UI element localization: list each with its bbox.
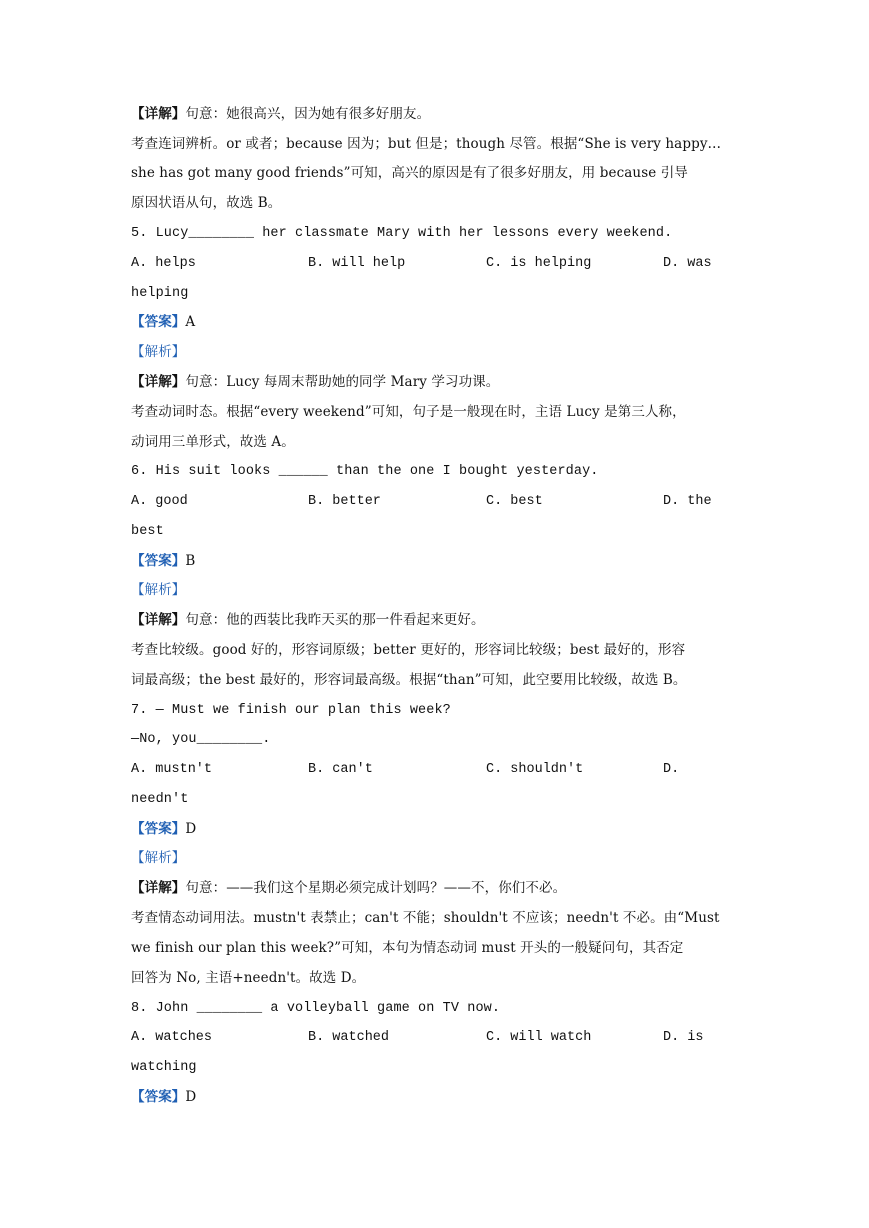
answer-value: B: [185, 553, 196, 569]
q7-answer: [131, 819, 196, 839]
detail-tag: 【详解】: [131, 106, 186, 122]
answer-tag: 【答案】: [131, 553, 186, 569]
q7-analysis-line-1: 考查情态动词用法。mustn't 表禁止；can't 不能；shouldn't 不应该；needn't 不必。由“Must: [131, 910, 720, 926]
q6-option-wrap: best: [131, 524, 164, 539]
q8-option-b: B. watched: [308, 1030, 390, 1045]
q6-explain-tag: 【解析】: [131, 582, 186, 598]
q6-answer: [131, 551, 195, 571]
q5-option-wrap: helping: [131, 286, 189, 301]
q8-stem: 8. John ________ a volleyball game on TV now.: [131, 1001, 501, 1016]
q7-explain-tag: 【解析】: [131, 850, 186, 866]
q5-option-c: C. is helping: [486, 256, 592, 271]
q5-analysis-line-2: 动词用三单形式，故选 A。: [131, 434, 295, 450]
detail-text: 句意：他的西装比我昨天买的那一件看起来更好。: [185, 612, 485, 628]
q5-option-d: D. was: [663, 256, 712, 271]
q8-option-c: C. will watch: [486, 1030, 592, 1045]
q6-analysis-line-1: 考查比较级。good 好的，形容词原级；better 更好的，形容词比较级；best 最好的，形容: [131, 642, 686, 658]
detail-tag: 【详解】: [131, 880, 186, 896]
q6-analysis-line-2: 词最高级；the best 最好的，形容词最高级。根据“than”可知，此空要用比较级，故选 B。: [131, 672, 687, 688]
q6-option-b: B. better: [308, 494, 381, 509]
detail-tag: 【详解】: [131, 612, 186, 628]
answer-tag: 【答案】: [131, 1089, 186, 1105]
q7-option-c: C. shouldn't: [486, 762, 584, 777]
q5-explain-tag: 【解析】: [131, 344, 186, 360]
q6-stem: 6. His suit looks ______ than the one I bought yesterday.: [131, 464, 599, 479]
q6-detail: [131, 610, 485, 630]
q5-option-b: B. will help: [308, 256, 406, 271]
q4-analysis-line-3: 原因状语从句，故选 B。: [131, 195, 282, 211]
q4-detail: [131, 104, 430, 124]
q7-stem: 7. — Must we finish our plan this week?: [131, 703, 451, 718]
q7-option-b: B. can't: [308, 762, 373, 777]
q5-answer: [131, 312, 195, 332]
q6-option-a: A. good: [131, 494, 188, 509]
answer-value: A: [185, 314, 196, 330]
q7-detail: [131, 878, 566, 898]
q5-detail: [131, 372, 499, 392]
answer-tag: 【答案】: [131, 314, 186, 330]
q7-analysis-line-2: we finish our plan this week?”可知，本句为情态动词 must 开头的一般疑问句，其否定: [131, 940, 684, 956]
q7-analysis-line-3: 回答为 No, 主语+needn't。故选 D。: [131, 970, 366, 986]
answer-value: D: [185, 821, 197, 837]
q4-analysis-line-1: 考查连词辨析。or 或者；because 因为；but 但是；though 尽管。根据“She is very happy…: [131, 136, 722, 152]
q8-option-a: A. watches: [131, 1030, 213, 1045]
q5-stem: 5. Lucy________ her classmate Mary with her lessons every weekend.: [131, 226, 673, 241]
detail-text: 句意：她很高兴，因为她有很多好朋友。: [185, 106, 431, 122]
q4-analysis-line-2: she has got many good friends”可知，高兴的原因是有了很多好朋友，用 because 引导: [131, 165, 688, 181]
q5-option-a: A. helps: [131, 256, 196, 271]
detail-text: 句意：Lucy 每周末帮助她的同学 Mary 学习功课。: [185, 374, 500, 390]
q7-option-a: A. mustn't: [131, 762, 213, 777]
q8-option-wrap: watching: [131, 1060, 197, 1075]
q7-option-wrap: needn't: [131, 792, 189, 807]
q7-stem-2: —No, you________.: [131, 732, 271, 747]
detail-tag: 【详解】: [131, 374, 186, 390]
detail-text: 句意：——我们这个星期必须完成计划吗？——不，你们不必。: [185, 880, 567, 896]
q6-option-c: C. best: [486, 494, 543, 509]
answer-value: D: [185, 1089, 197, 1105]
q8-option-d: D. is: [663, 1030, 704, 1045]
q6-option-d: D. the: [663, 494, 712, 509]
q8-answer: [131, 1087, 196, 1107]
q5-analysis-line-1: 考查动词时态。根据“every weekend”可知，句子是一般现在时，主语 Lucy 是第三人称，: [131, 404, 686, 420]
answer-tag: 【答案】: [131, 821, 186, 837]
q7-option-d: D.: [663, 762, 680, 777]
